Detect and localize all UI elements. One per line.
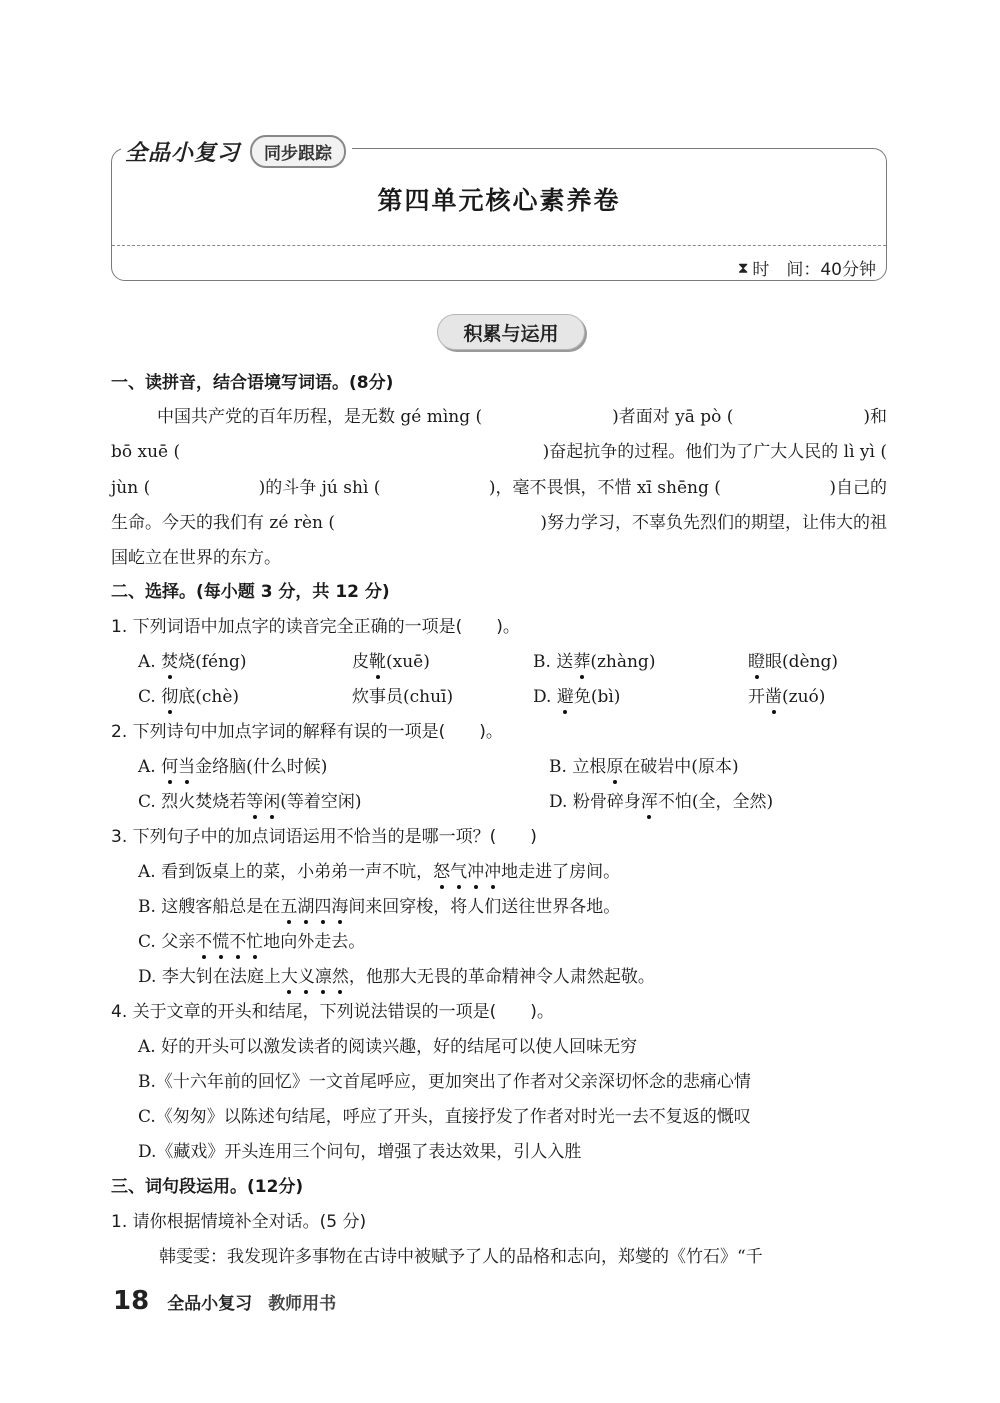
q3-text: 韩雯雯：我发现许多事物在古诗中被赋予了人的品格和志向，郑燮的《竹石》“千 (159, 1247, 763, 1267)
q2-2-option (138, 755, 327, 779)
option-text: 免(bì) (573, 687, 621, 707)
q2-4-option: C.《匆匆》以陈述句结尾，呼应了开头，直接抒发了作者对时光一去不复返的慨叹 (138, 1107, 751, 1127)
option-text: A. (138, 757, 162, 777)
dotted-char: 怒 (433, 862, 451, 882)
text-run: bō xuē ( (111, 442, 181, 462)
time-limit (738, 255, 876, 280)
dotted-char: 气 (450, 862, 468, 882)
q2-1-option (138, 650, 247, 674)
q2-1-stem: 1. 下列词语中加点字的读音完全正确的一项是( )。 (111, 617, 520, 637)
dotted-char: 忙 (246, 932, 264, 952)
dotted-char: 彻 (161, 687, 179, 707)
q3-sub: 1. 请你根据情境补全对话。(5 分) (111, 1212, 367, 1232)
option-text: 底(chè) (178, 687, 240, 707)
q2-1-option (138, 685, 239, 709)
footer-brand: 全品小复习 (167, 1294, 253, 1314)
dotted-char: 闲 (263, 792, 281, 812)
dotted-char: 然 (331, 967, 349, 987)
dotted-char: 瞪 (748, 652, 765, 672)
option-text: 皮 (352, 652, 369, 672)
text-run: )自己的 (829, 478, 887, 498)
dotted-char: 四 (314, 897, 332, 917)
dotted-char: 浑 (640, 792, 658, 812)
dotted-char (281, 967, 349, 987)
q2-2-option (549, 755, 739, 779)
option-text: 炊事员(chuī) (352, 687, 454, 707)
option-text: C. 父亲 (138, 932, 196, 952)
section-title: 积累与运用 (437, 314, 585, 350)
dotted-char: 慌 (212, 932, 230, 952)
option-text: A. 看到饭桌上的菜，小弟弟一声不吭， (138, 862, 434, 882)
option-text: D. (533, 687, 557, 707)
q2-4-option: D.《藏戏》开头连用三个问句，增强了表达效果，引人入胜 (138, 1142, 582, 1162)
dotted-char: 大 (280, 967, 298, 987)
brand-logo: 全品小复习 (125, 140, 241, 166)
option-text: 烧(féng) (178, 652, 247, 672)
q2-1-option (352, 685, 453, 709)
q2-3-option (138, 930, 365, 954)
q2-1-option (533, 650, 655, 674)
option-text: 开 (748, 687, 765, 707)
q2-1-option (352, 650, 430, 674)
q2-1-option (533, 685, 620, 709)
text-run: )者面对 yā pò ( (612, 407, 734, 427)
q1-line-1 (111, 405, 887, 429)
q1-line-4 (111, 511, 887, 535)
dotted-char: 当 (178, 757, 196, 777)
option-text: (xuē) (386, 652, 430, 672)
text-run: 中国共产党的百年历程，是无数 gé mìng ( (157, 407, 483, 427)
option-text: 在破岩中(原本) (623, 757, 739, 777)
dotted-char: 湖 (297, 897, 315, 917)
dotted-char (161, 757, 195, 777)
dotted-char: 何 (161, 757, 179, 777)
option-text: (等着空闲) (280, 792, 362, 812)
dotted-char (433, 862, 501, 882)
dotted-char: 不 (229, 932, 247, 952)
text-run: )，毫不畏惧，不惜 xī shēng ( (488, 478, 721, 498)
q2-4-stem: 4. 关于文章的开头和结尾，下列说法错误的一项是( )。 (111, 1002, 554, 1022)
dotted-char: 焚 (161, 652, 179, 672)
dotted-char: 海 (331, 897, 349, 917)
header-divider (112, 245, 886, 246)
option-text: A. (138, 652, 162, 672)
brand-bar (121, 134, 352, 168)
dotted-char: 凿 (765, 687, 782, 707)
dotted-char (195, 932, 263, 952)
q2-3-option (138, 965, 655, 989)
option-text: B. 这艘客船总是在 (138, 897, 281, 917)
dotted-char: 原 (606, 757, 624, 777)
dotted-char (246, 792, 280, 812)
option-text: D. 李大钊在法庭上 (138, 967, 281, 987)
q1-line-3 (111, 476, 887, 500)
option-text: 眼(dèng) (765, 652, 839, 672)
dotted-char (280, 897, 348, 917)
page-footer (113, 1286, 336, 1316)
option-text: B. 立根 (549, 757, 607, 777)
time-label: 时 间：40分钟 (752, 260, 876, 280)
option-text: (zuó) (782, 687, 826, 707)
option-text: D. 粉骨碎身 (549, 792, 641, 812)
option-text: 地向外走去。 (263, 932, 366, 952)
text-run: )和 (863, 407, 887, 427)
option-text: C. 烈火焚烧若 (138, 792, 247, 812)
dotted-char: 靴 (369, 652, 386, 672)
dotted-char: 冲 (484, 862, 502, 882)
page-number: 18 (113, 1286, 150, 1316)
option-text: 地走进了房间。 (501, 862, 621, 882)
q2-3-option (138, 860, 620, 884)
dotted-char: 避 (556, 687, 574, 707)
dotted-char: 葬 (573, 652, 591, 672)
hourglass-icon: ⧗ (737, 258, 749, 277)
text-run: )努力学习，不辜负先烈们的期望，让伟大的祖 (540, 513, 887, 533)
footer-subtitle: 教师用书 (268, 1294, 337, 1314)
q2-4-option: A. 好的开头可以激发读者的阅读兴趣，好的结尾可以使人回味无穷 (138, 1037, 638, 1057)
q2-3-option (138, 895, 620, 919)
option-text: ，他那大无畏的革命精神令人肃然起敬。 (348, 967, 655, 987)
q3-heading: 三、词句段运用。(12分) (111, 1177, 304, 1197)
q2-2-stem: 2. 下列诗句中加点字词的解释有误的一项是( )。 (111, 722, 503, 742)
dotted-char: 等 (246, 792, 264, 812)
option-text: 金络脑(什么时候) (195, 757, 328, 777)
q1-line-5: 国屹立在世界的东方。 (111, 548, 281, 568)
q2-1-option (748, 650, 838, 674)
text-run: )的斗争 jú shì ( (258, 478, 381, 498)
option-text: C. (138, 687, 162, 707)
page-title: 第四单元核心素养卷 (377, 186, 621, 215)
option-text: 不怕(全，全然) (657, 792, 774, 812)
q1-line-2 (111, 440, 887, 464)
text-run: 生命。今天的我们有 zé rèn ( (111, 513, 335, 533)
dotted-char: 不 (195, 932, 213, 952)
dotted-char: 冲 (467, 862, 485, 882)
dotted-char: 五 (280, 897, 298, 917)
q2-4-option: B.《十六年前的回忆》一文首尾呼应，更加突出了作者对父亲深切怀念的悲痛心情 (138, 1072, 751, 1092)
dotted-char: 凛 (314, 967, 332, 987)
q2-2-option (138, 790, 361, 814)
sync-badge: 同步跟踪 (250, 135, 346, 168)
q2-1-option (748, 685, 825, 709)
dotted-char: 义 (297, 967, 315, 987)
text-run: )奋起抗争的过程。他们为了广大人民的 lì yì ( (542, 442, 887, 462)
q2-2-option (549, 790, 773, 814)
q2-heading: 二、选择。(每小题 3 分，共 12 分) (111, 582, 390, 602)
option-text: B. 送 (533, 652, 574, 672)
q1-heading: 一、读拼音，结合语境写词语。(8分) (111, 373, 394, 393)
option-text: 间来回穿梭，将人们送往世界各地。 (348, 897, 621, 917)
option-text: (zhàng) (590, 652, 656, 672)
q2-3-stem: 3. 下列句子中的加点词语运用不恰当的是哪一项？( ) (111, 827, 537, 847)
text-run: jùn ( (111, 478, 151, 498)
